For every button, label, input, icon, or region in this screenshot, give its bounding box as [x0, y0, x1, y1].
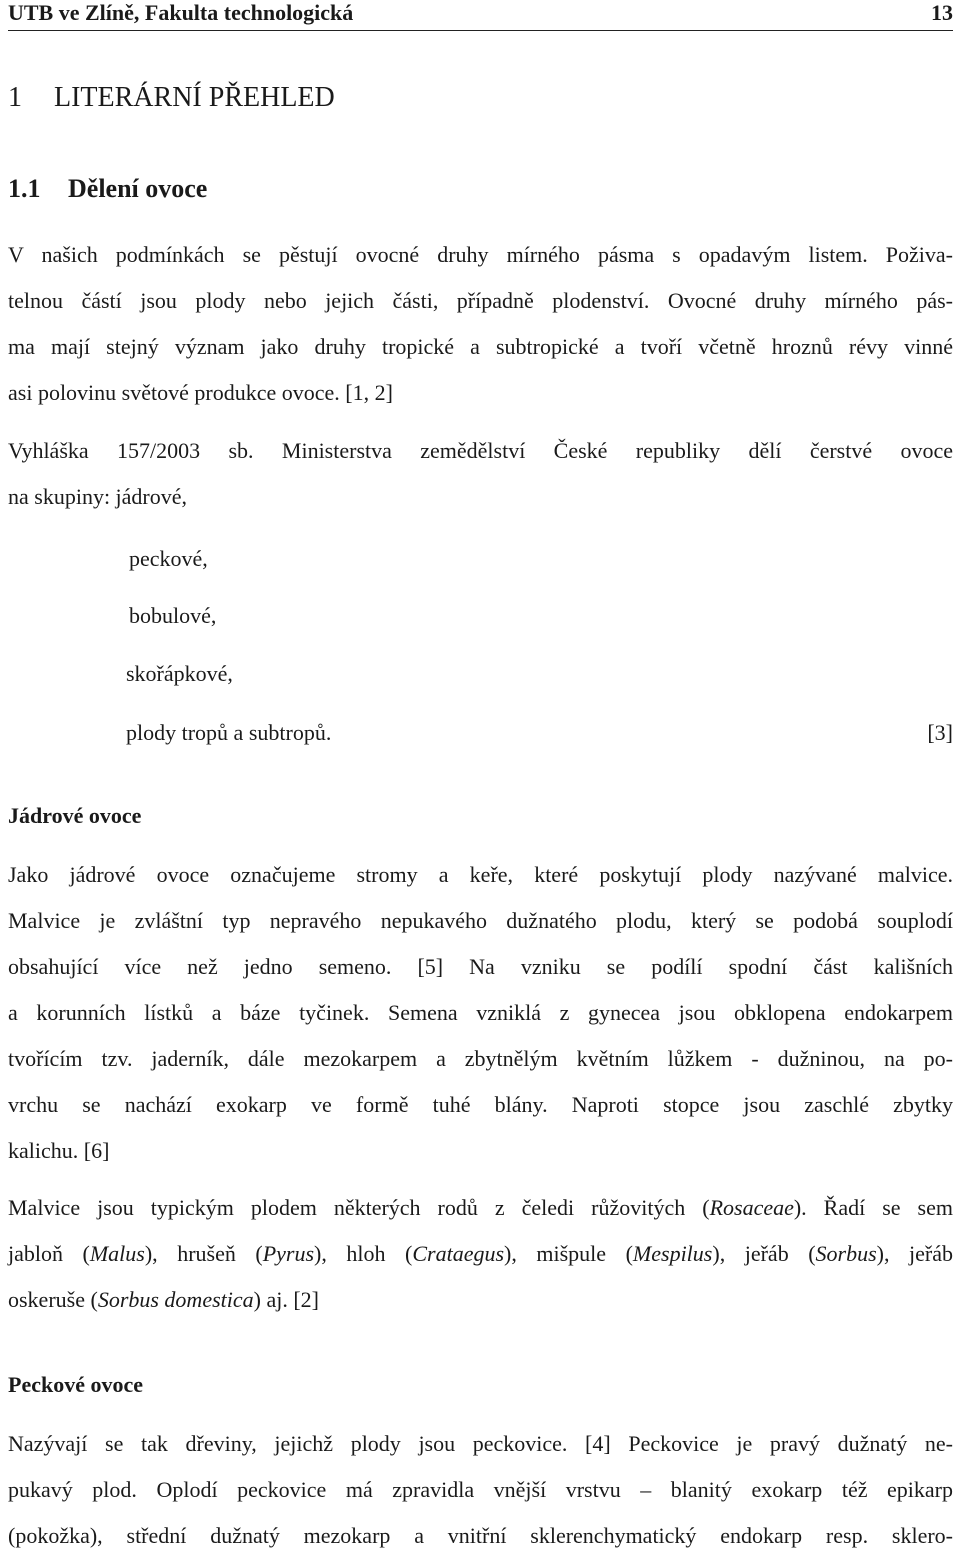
running-header — [8, 0, 953, 31]
paragraph-intro — [8, 232, 953, 416]
paragraph-jadrove-1 — [8, 852, 953, 1174]
paragraph-line: ma mají stejný význam jako druhy tropické a subtropické a tvoří včetně hroznů révy vinné — [8, 334, 953, 359]
chapter-heading — [8, 82, 335, 114]
text-run: Malvice jsou typickým plodem některých rodů z čeledi růžovitých ( — [8, 1195, 710, 1220]
text-run: ). Řadí se sem — [793, 1195, 953, 1220]
paragraph-line: asi polovinu světové produkce ovoce. [1, 2] — [8, 380, 393, 405]
subheading-peckove: Peckové ovoce — [8, 1372, 143, 1397]
header-title: UTB ve Zlíně, Fakulta technologická — [8, 0, 354, 25]
chapter-title: LITERÁRNÍ PŘEHLED — [54, 82, 335, 113]
paragraph-line: tvořícím tzv. jaderník, dále mezokarpem a zbytnělým květním lůžkem - dužninou, na po- — [8, 1046, 953, 1071]
paragraph-regulation — [8, 428, 953, 520]
latin-name: Malus — [89, 1241, 145, 1266]
paragraph-line: telnou částí jsou plody nebo jejich části, případně plodenství. Ovocné druhy mírného pás- — [8, 288, 953, 313]
text-run: ), hrušeň ( — [144, 1241, 263, 1266]
text-run: ), jeřáb — [876, 1241, 953, 1266]
latin-name: Sorbus domestica — [97, 1287, 254, 1312]
paragraph-line: obsahující více než jedno semeno. [5] Na vzniku se podílí spodní část kališních — [8, 954, 953, 979]
paragraph-line: Vyhláška 157/2003 sb. Ministerstva zemědělství České republiky dělí čerstvé ovoce — [8, 438, 953, 463]
list-item: bobulové, — [129, 603, 217, 628]
paragraph-line — [8, 1185, 953, 1231]
paragraph-line: Jako jádrové ovoce označujeme stromy a keře, které poskytují plody nazývané malvice. — [8, 862, 953, 887]
latin-name: Crataegus — [412, 1241, 505, 1266]
text-run: ), jeřáb ( — [712, 1241, 816, 1266]
paragraph-peckove-1 — [8, 1421, 953, 1559]
list-item: peckové, — [129, 546, 208, 571]
text-run: ), hloh ( — [314, 1241, 413, 1266]
text-run: jabloň ( — [8, 1241, 90, 1266]
paragraph-line: Malvice je zvláštní typ nepravého nepukavého dužnatého plodu, který se podobá souplodí — [8, 908, 953, 933]
paragraph-line: a korunních lístků a báze tyčinek. Semena vzniklá z gynecea jsou obklopena endokarpem — [8, 1000, 953, 1025]
list-item: skořápkové, — [126, 661, 233, 686]
latin-name: Rosaceae — [709, 1195, 794, 1220]
text-run: oskeruše ( — [8, 1287, 98, 1312]
paragraph-jadrove-2 — [8, 1185, 953, 1323]
latin-name: Mespilus — [632, 1241, 713, 1266]
subheading-jadrove: Jádrové ovoce — [8, 803, 142, 828]
section-number: 1.1 — [8, 174, 41, 203]
paragraph-line — [8, 1277, 953, 1323]
paragraph-line: pukavý plod. Oplodí peckovice má zpravidla vnější vrstvu – blanitý exokarp též epikarp — [8, 1477, 953, 1502]
paragraph-line: kalichu. [6] — [8, 1138, 110, 1163]
section-heading — [8, 174, 207, 204]
paragraph-line: V našich podmínkách se pěstují ovocné druhy mírného pásma s opadavým listem. Poživa- — [8, 242, 953, 267]
latin-name: Pyrus — [262, 1241, 315, 1266]
list-item: plody tropů a subtropů. — [126, 720, 332, 745]
paragraph-line: (pokožka), střední dužnatý mezokarp a vnitřní sklerenchymatický endokarp resp. sklero- — [8, 1523, 953, 1548]
list-citation: [3] — [927, 720, 953, 745]
paragraph-line: vrchu se nachází exokarp ve formě tuhé blány. Naproti stopce jsou zaschlé zbytky — [8, 1092, 953, 1117]
latin-name: Sorbus — [815, 1241, 877, 1266]
paragraph-line: na skupiny: jádrové, — [8, 484, 188, 509]
chapter-number: 1 — [8, 82, 22, 113]
text-run: ) aj. [2] — [253, 1287, 319, 1312]
page-number: 13 — [931, 0, 953, 25]
section-title: Dělení ovoce — [68, 174, 208, 203]
paragraph-line: Nazývají se tak dřeviny, jejichž plody jsou peckovice. [4] Peckovice je pravý dužnatý ne- — [8, 1431, 953, 1456]
text-run: ), mišpule ( — [504, 1241, 633, 1266]
paragraph-line — [8, 1231, 953, 1277]
